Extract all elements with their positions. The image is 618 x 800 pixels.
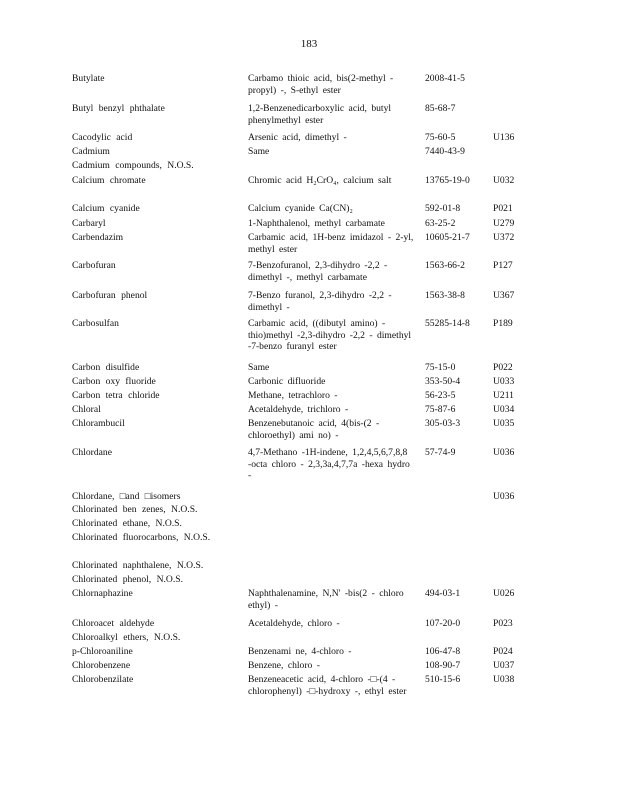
substance-name: Chlorinated fluorocarbons, N.O.S. (72, 532, 211, 543)
chemical-description: 7-Benzofuranol, 2,3-dihydro -2,2 - dimethyl -, methyl carbamate (248, 260, 388, 283)
chemical-description: 4,7-Methano -1H-indene, 1,2,4,5,6,7,8,8 -octa chloro - 2,3,3a,4,7,7a -hexa hydro - (248, 447, 410, 482)
waste-code: U034 (493, 404, 515, 415)
substance-name: Chloral (72, 404, 101, 415)
waste-code: P024 (493, 646, 513, 657)
substance-name: Carbendazim (72, 232, 124, 243)
substance-name: Carbon disulfide (72, 362, 140, 373)
substance-name: Chlorinated naphthalene, N.O.S. (72, 560, 204, 571)
table-row (72, 103, 542, 132)
table-row (72, 574, 542, 588)
table-row (72, 132, 542, 146)
waste-code: U026 (493, 588, 515, 599)
waste-code: U367 (493, 290, 515, 301)
cas-number: 592-01-8 (425, 203, 461, 214)
cas-number: 75-60-5 (425, 132, 456, 143)
page-number: 183 (300, 38, 318, 50)
waste-code: P023 (493, 618, 513, 629)
table-row (72, 218, 542, 232)
cas-number: 107-20-0 (425, 618, 461, 629)
table-row (72, 390, 542, 404)
substance-name: p-Chloroaniline (72, 646, 133, 657)
waste-code: P127 (493, 260, 513, 271)
chemical-description: Carbamo thioic acid, bis(2-methyl - propyl) -, S-ethyl ester (248, 73, 394, 96)
substance-name: Cacodylic acid (72, 132, 133, 143)
table-row (72, 532, 542, 560)
substance-name: Chloroacet aldehyde (72, 618, 155, 629)
waste-code: U033 (493, 376, 515, 387)
cas-number: 13765-19-0 (425, 175, 470, 186)
table-row (72, 404, 542, 418)
table-row (72, 203, 542, 218)
table-row (72, 146, 542, 160)
chemical-description: Benzene, chloro - (248, 660, 320, 671)
substance-name: Carbofuran (72, 260, 116, 271)
substance-name: Carbofuran phenol (72, 290, 148, 301)
substance-name: Chloroalkyl ethers, N.O.S. (72, 632, 181, 643)
cas-number: 55285-14-8 (425, 318, 470, 329)
chemical-description: Chromic acid H₂CrO₄, calcium salt (248, 175, 392, 186)
cas-number: 57-74-9 (425, 447, 456, 458)
table-row (72, 618, 542, 632)
chemical-description: Benzenebutanoic acid, 4(bis-(2 - chloroethyl) ami no) - (248, 418, 380, 441)
substance-name: Carbon oxy fluoride (72, 376, 156, 387)
substance-name: Chlorinated ben zenes, N.O.S. (72, 504, 198, 515)
substance-name: Chlornaphazine (72, 588, 133, 599)
table-row (72, 660, 542, 674)
cas-number: 1563-38-8 (425, 290, 465, 301)
substance-name: Butylate (72, 73, 105, 84)
table-row (72, 632, 542, 646)
cas-number: 75-87-6 (425, 404, 456, 415)
cas-number: 494-03-1 (425, 588, 461, 599)
chemical-description: Carbamic acid, 1H-benz imidazol - 2-yl, methyl ester (248, 232, 414, 255)
chemical-description: Carbamic acid, ((dibutyl amino) - thio)methyl -2,3-dihydro -2,2 - dimethyl -7-benzo furanyl ester (248, 318, 412, 353)
waste-code: U372 (493, 232, 515, 243)
table-row (72, 518, 542, 532)
table-row (72, 504, 542, 518)
chemical-description: Calcium cyanide Ca(CN)₂ (248, 203, 353, 214)
chemical-description: Benzenami ne, 4-chloro - (248, 646, 352, 657)
table-row (72, 318, 542, 362)
cas-number: 1563-66-2 (425, 260, 465, 271)
chemical-description: Benzeneacetic acid, 4-chloro -□-(4 - chlorophenyl) -□-hydroxy -, ethyl ester (248, 674, 407, 697)
waste-code: U038 (493, 674, 515, 685)
chemical-description: Acetaldehyde, chloro - (248, 618, 340, 629)
waste-code: U279 (493, 218, 515, 229)
chemical-description: Same (248, 362, 270, 373)
chemical-description: 1,2-Benzenedicarboxylic acid, butyl phenylmethyl ester (248, 103, 392, 126)
cas-number: 305-03-3 (425, 418, 461, 429)
table-row (72, 260, 542, 290)
entries-table (72, 73, 542, 718)
cas-number: 56-23-5 (425, 390, 456, 401)
waste-code: P022 (493, 362, 513, 373)
substance-name: Chlorambucil (72, 418, 125, 429)
cas-number: 510-15-6 (425, 674, 461, 685)
waste-code: P021 (493, 203, 513, 214)
waste-code: U035 (493, 418, 515, 429)
waste-code: P189 (493, 318, 513, 329)
chemical-description: Methane, tetrachloro - (248, 390, 338, 401)
substance-name: Chlorobenzilate (72, 674, 134, 685)
table-row (72, 588, 542, 618)
chemical-description: 1-Naphthalenol, methyl carbamate (248, 218, 385, 229)
table-row (72, 362, 542, 376)
cas-number: 7440-43-9 (425, 146, 465, 157)
waste-code: U032 (493, 175, 515, 186)
chemical-description: Carbonic difluoride (248, 376, 326, 387)
waste-code: U036 (493, 491, 515, 502)
table-row (72, 560, 542, 574)
cas-number: 108-90-7 (425, 660, 461, 671)
substance-name: Chlordane (72, 447, 112, 458)
substance-name: Cadmium (72, 146, 110, 157)
cas-number: 63-25-2 (425, 218, 456, 229)
substance-name: Carbosulfan (72, 318, 119, 329)
chemical-description: Same (248, 146, 270, 157)
cas-number: 2008-41-5 (425, 73, 465, 84)
substance-name: Carbon tetra chloride (72, 390, 160, 401)
waste-code: U136 (493, 132, 515, 143)
table-row (72, 646, 542, 660)
cas-number: 85-68-7 (425, 103, 456, 114)
table-row (72, 160, 542, 175)
table-row (72, 290, 542, 318)
substance-name: Chlorinated ethane, N.O.S. (72, 518, 182, 529)
chemical-description: Acetaldehyde, trichloro - (248, 404, 349, 415)
chemical-description: Naphthalenamine, N,N' -bis(2 - chloro ethyl) - (248, 588, 404, 611)
cas-number: 106-47-8 (425, 646, 461, 657)
table-row (72, 674, 542, 718)
chemical-description: 7-Benzo furanol, 2,3-dihydro -2,2 - dimethyl - (248, 290, 392, 313)
waste-code: U211 (493, 390, 514, 401)
substance-name: Calcium cyanide (72, 203, 140, 214)
substance-name: Cadmium compounds, N.O.S. (72, 160, 194, 171)
table-row (72, 232, 542, 260)
table-row (72, 447, 542, 491)
cas-number: 75-15-0 (425, 362, 456, 373)
table-row (72, 418, 542, 447)
substance-name: Chlordane, □and □isomers (72, 491, 181, 502)
table-row (72, 73, 542, 103)
substance-name: Chlorobenzene (72, 660, 131, 671)
substance-name: Butyl benzyl phthalate (72, 103, 165, 114)
table-row (72, 491, 542, 504)
waste-code: U036 (493, 447, 515, 458)
cas-number: 353-50-4 (425, 376, 461, 387)
waste-code: U037 (493, 660, 515, 671)
substance-name: Chlorinated phenol, N.O.S. (72, 574, 183, 585)
chemical-description: Arsenic acid, dimethyl - (248, 132, 347, 143)
substance-name: Carbaryl (72, 218, 106, 229)
table-row (72, 376, 542, 390)
cas-number: 10605-21-7 (425, 232, 470, 243)
table-row (72, 175, 542, 203)
substance-name: Calcium chromate (72, 175, 146, 186)
